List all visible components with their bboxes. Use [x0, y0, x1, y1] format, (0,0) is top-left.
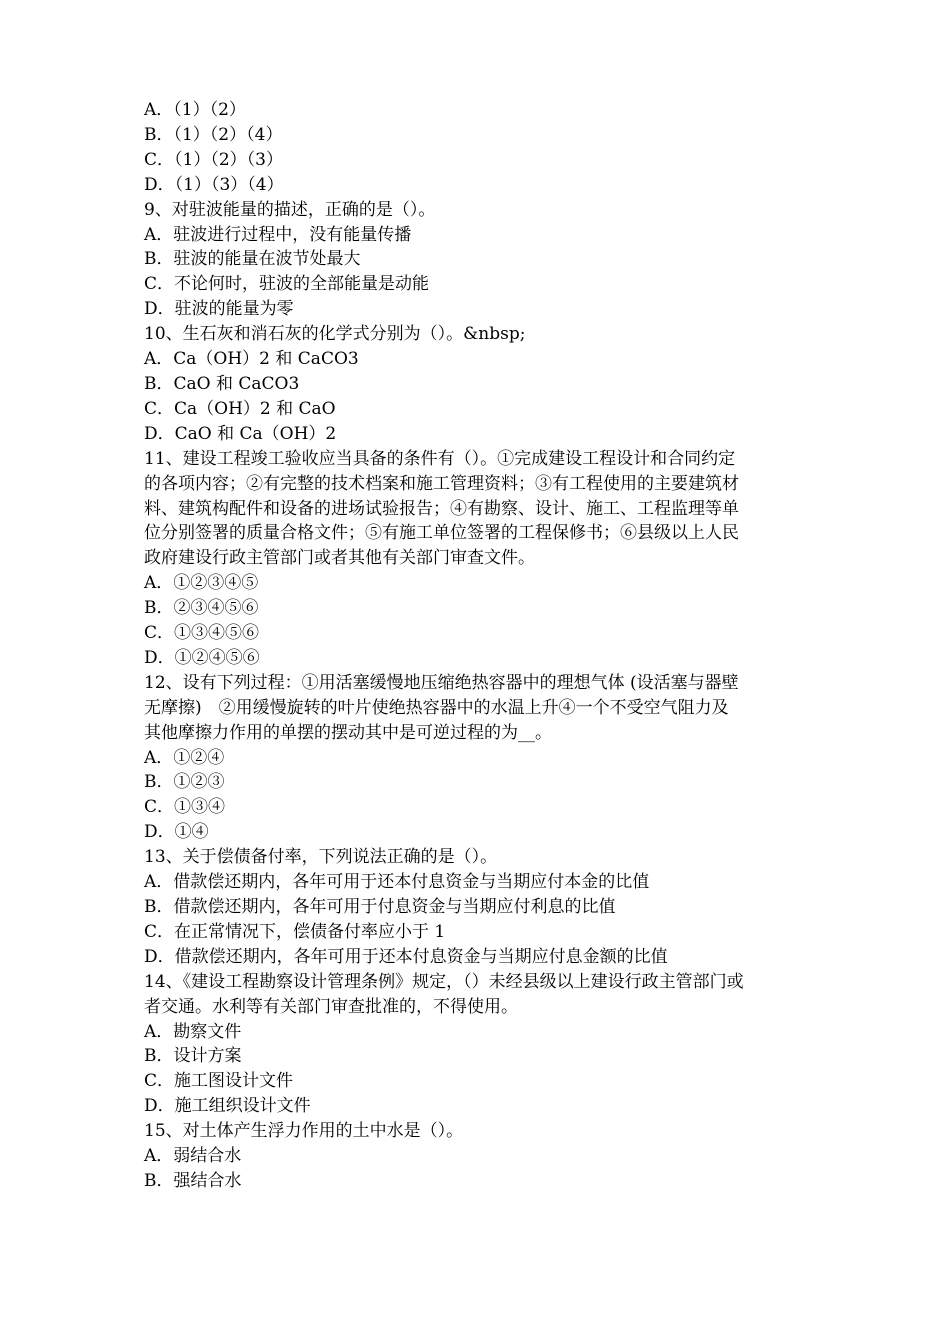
text-line: B．（1）（2）（4） [144, 124, 283, 145]
text-line: C．（1）（2）（3） [144, 149, 283, 170]
text-line: D．①②④⑤⑥ [144, 647, 260, 668]
text-line: 的各项内容；②有完整的技术档案和施工管理资料；③有工程使用的主要建筑材 [144, 473, 739, 494]
text-line: B．借款偿还期内，各年可用于付息资金与当期应付利息的比值 [144, 897, 616, 917]
text-line: 料、建筑构配件和设备的进场试验报告；④有勘察、设计、施工、工程监理等单 [144, 498, 739, 519]
text-line: 其他摩擦力作用的单摆的摆动其中是可逆过程的为__。 [144, 722, 552, 743]
text-line: B．设计方案 [144, 1046, 242, 1067]
text-line: 11、建设工程竣工验收应当具备的条件有（）。①完成建设工程设计和合同约定 [144, 448, 736, 469]
text-line: B．①②③ [144, 772, 225, 793]
text-line: B．驻波的能量在波节处最大 [144, 249, 361, 270]
text-line: A．（1）（2） [144, 100, 246, 120]
text-line: 10、生石灰和消石灰的化学式分别为（）。&nbsp; [144, 324, 526, 345]
text-line: C．在正常情况下，偿债备付率应小于 1 [144, 921, 446, 942]
text-line: 12、设有下列过程：①用活塞缓慢地压缩绝热容器中的理想气体 (设活塞与器壁 [144, 672, 739, 693]
text-line: B．CaO 和 CaCO3 [144, 373, 300, 394]
text-line: A．弱结合水 [144, 1146, 242, 1167]
text-line: 者交通。水利等有关部门审查批准的，不得使用。 [144, 996, 518, 1017]
text-line: A．驻波进行过程中，没有能量传播 [144, 224, 412, 245]
text-line: A．勘察文件 [144, 1021, 242, 1042]
text-line: 无摩擦) ②用缓慢旋转的叶片使绝热容器中的水温上升④一个不受空气阻力及 [144, 697, 729, 718]
text-line: B．②③④⑤⑥ [144, 598, 259, 619]
text-line: A．借款偿还期内，各年可用于还本付息资金与当期应付本金的比值 [144, 872, 650, 893]
text-line: B．强结合水 [144, 1170, 242, 1191]
text-line: A．①②③④⑤ [144, 573, 259, 594]
text-line: 14、《建设工程勘察设计管理条例》规定，（）未经县级以上建设行政主管部门或 [144, 971, 744, 992]
text-line: C．①③④⑤⑥ [144, 623, 260, 644]
text-line: D．施工组织设计文件 [144, 1096, 311, 1117]
text-line: D．驻波的能量为零 [144, 299, 294, 320]
text-line: 15、对土体产生浮力作用的土中水是（）。 [144, 1121, 464, 1142]
text-line: 13、关于偿债备付率，下列说法正确的是（）。 [144, 847, 498, 868]
text-line: 位分别签署的质量合格文件；⑤有施工单位签署的工程保修书；⑥县级以上人民 [144, 523, 739, 544]
text-line: D．CaO 和 Ca（OH）2 [144, 423, 337, 444]
text-line: D．借款偿还期内，各年可用于还本付息资金与当期应付息金额的比值 [144, 946, 668, 967]
text-line: C．①③④ [144, 797, 226, 818]
text-line: A．Ca（OH）2 和 CaCO3 [144, 349, 359, 370]
text-line: D．（1）（3）（4） [144, 174, 284, 195]
text-line: C．不论何时，驻波的全部能量是动能 [144, 274, 430, 295]
text-line: 9、对驻波能量的描述，正确的是（）。 [144, 199, 436, 220]
text-line: C．Ca（OH）2 和 CaO [144, 398, 336, 419]
text-line: D．①④ [144, 822, 209, 843]
text-line: C．施工图设计文件 [144, 1071, 294, 1092]
text-line: 政府建设行政主管部门或者其他有关部门审查文件。 [144, 548, 535, 569]
question-text-block [144, 98, 834, 1194]
text-line: A．①②④ [144, 747, 225, 768]
